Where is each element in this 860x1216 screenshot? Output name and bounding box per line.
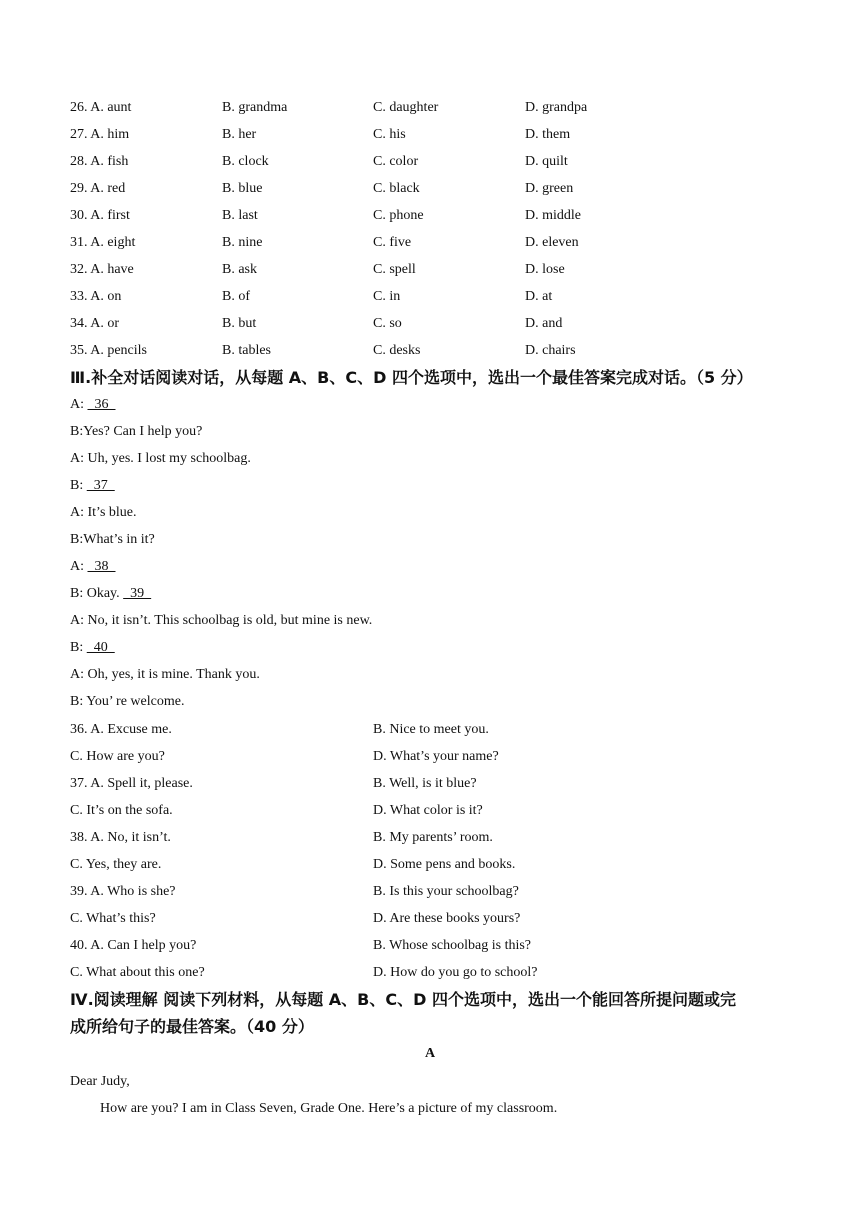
cloze-option-b: B. but (222, 316, 257, 331)
dialogue-option-left: 36. A. Excuse me. (70, 722, 172, 737)
cloze-option-c: C. phone (373, 208, 424, 223)
cloze-option-b: B. blue (222, 181, 263, 196)
cloze-option-a: 27. A. him (70, 127, 130, 142)
dialogue-option-left: 38. A. No, it isn’t. (70, 830, 171, 845)
dialogue-line (70, 531, 155, 549)
dialogue-text: You’ re welcome. (86, 694, 185, 709)
cloze-option-c: C. desks (373, 343, 421, 358)
dialogue-text: Yes? Can I help you? (83, 424, 203, 439)
cloze-option-b: B. of (222, 289, 250, 304)
dialogue-text: Oh, yes, it is mine. Thank you. (87, 667, 260, 682)
cloze-option-d: D. them (525, 127, 571, 142)
cloze-option-d: D. middle (525, 208, 581, 223)
cloze-option-c: C. daughter (373, 100, 439, 115)
cloze-option-d: D. eleven (525, 235, 579, 250)
dialogue-line (70, 450, 251, 468)
cloze-option-c: C. spell (373, 262, 416, 277)
cloze-option-b: B. grandma (222, 100, 288, 115)
dialogue-speaker: B: (70, 694, 87, 709)
cloze-option-c: C. black (373, 181, 420, 196)
section-3-heading: Ⅲ.补全对话阅读对话，从每题 A、B、C、D 四个选项中，选出一个最佳答案完成对话。（5 分） (70, 368, 753, 387)
dialogue-line (70, 504, 137, 522)
cloze-option-d: D. at (525, 289, 553, 304)
dialogue-line (70, 423, 202, 441)
cloze-option-d: D. chairs (525, 343, 576, 358)
dialogue-option-right: D. What’s your name? (373, 749, 499, 764)
dialogue-option-right: B. Is this your schoolbag? (373, 884, 519, 899)
dialogue-option-right: D. What color is it? (373, 803, 483, 818)
dialogue-line (70, 477, 115, 495)
dialogue-option-right: B. Well, is it blue? (373, 776, 477, 791)
cloze-option-d: D. and (525, 316, 563, 331)
dialogue-speaker: B: (70, 532, 84, 547)
section-4-heading-line-1: Ⅳ.阅读理解 阅读下列材料，从每题 A、B、C、D 四个选项中，选出一个能回答所提问题或完 (70, 990, 736, 1009)
dialogue-option-right: B. My parents’ room. (373, 830, 493, 845)
dialogue-option-left: C. What’s this? (70, 911, 156, 926)
cloze-option-a: 31. A. eight (70, 235, 136, 250)
cloze-option-a: 34. A. or (70, 316, 119, 331)
dialogue-line (70, 693, 184, 711)
dialogue-line (70, 666, 260, 684)
cloze-option-c: C. five (373, 235, 412, 250)
dialogue-option-right: D. How do you go to school? (373, 965, 538, 980)
cloze-option-d: D. green (525, 181, 574, 196)
dialogue-speaker: B: (70, 640, 87, 655)
dialogue-option-right: D. Some pens and books. (373, 857, 516, 872)
cloze-option-c: C. in (373, 289, 401, 304)
cloze-option-a: 28. A. fish (70, 154, 129, 169)
dialogue-option-right: D. Are these books yours? (373, 911, 521, 926)
letter-greeting: Dear Judy, (70, 1074, 130, 1089)
dialogue-speaker: A: (70, 613, 88, 628)
passage-label: A (424, 1046, 436, 1061)
cloze-option-d: D. quilt (525, 154, 568, 169)
dialogue-blank: 37 (86, 478, 115, 493)
dialogue-option-right: B. Whose schoolbag is this? (373, 938, 532, 953)
dialogue-option-right: B. Nice to meet you. (373, 722, 489, 737)
dialogue-line (70, 585, 151, 603)
cloze-option-a: 26. A. aunt (70, 100, 132, 115)
cloze-option-b: B. her (222, 127, 257, 142)
cloze-option-b: B. ask (222, 262, 257, 277)
dialogue-line (70, 396, 116, 414)
dialogue-option-left: 37. A. Spell it, please. (70, 776, 193, 791)
cloze-option-b: B. tables (222, 343, 271, 358)
cloze-option-c: C. his (373, 127, 406, 142)
dialogue-blank: 39 (123, 586, 152, 601)
dialogue-text: It’s blue. (87, 505, 137, 520)
dialogue-text: No, it isn’t. This schoolbag is old, but mine is new. (87, 613, 373, 628)
dialogue-speaker: B: (70, 478, 87, 493)
dialogue-speaker: A: (70, 451, 88, 466)
dialogue-speaker: A: (70, 667, 88, 682)
dialogue-option-left: C. Yes, they are. (70, 857, 162, 872)
dialogue-blank: 40 (86, 640, 115, 655)
dialogue-line (70, 558, 116, 576)
dialogue-speaker: A: (70, 559, 88, 574)
dialogue-line (70, 612, 372, 630)
cloze-option-b: B. clock (222, 154, 269, 169)
dialogue-speaker: A: (70, 505, 88, 520)
cloze-option-a: 35. A. pencils (70, 343, 147, 358)
dialogue-option-left: 39. A. Who is she? (70, 884, 176, 899)
cloze-option-a: 29. A. red (70, 181, 126, 196)
dialogue-blank: 36 (87, 397, 116, 412)
cloze-option-b: B. nine (222, 235, 263, 250)
dialogue-option-left: 40. A. Can I help you? (70, 938, 197, 953)
dialogue-speaker: B: Okay. (70, 586, 124, 601)
dialogue-option-left: C. What about this one? (70, 965, 205, 980)
dialogue-line (70, 639, 115, 657)
cloze-option-a: 32. A. have (70, 262, 134, 277)
dialogue-option-left: C. How are you? (70, 749, 165, 764)
cloze-option-d: D. lose (525, 262, 565, 277)
cloze-option-a: 33. A. on (70, 289, 122, 304)
cloze-option-b: B. last (222, 208, 258, 223)
dialogue-option-left: C. It’s on the sofa. (70, 803, 173, 818)
dialogue-text: Uh, yes. I lost my schoolbag. (87, 451, 251, 466)
cloze-option-c: C. color (373, 154, 419, 169)
cloze-option-a: 30. A. first (70, 208, 130, 223)
dialogue-speaker: A: (70, 397, 88, 412)
section-4-heading-line-2: 成所给句子的最佳答案。（40 分） (70, 1017, 314, 1036)
cloze-option-d: D. grandpa (525, 100, 588, 115)
dialogue-blank: 38 (87, 559, 116, 574)
letter-body-line: How are you? I am in Class Seven, Grade One. Here’s a picture of my classroom. (100, 1101, 558, 1116)
dialogue-speaker: B: (70, 424, 84, 439)
cloze-option-c: C. so (373, 316, 402, 331)
dialogue-text: What’s in it? (83, 532, 155, 547)
